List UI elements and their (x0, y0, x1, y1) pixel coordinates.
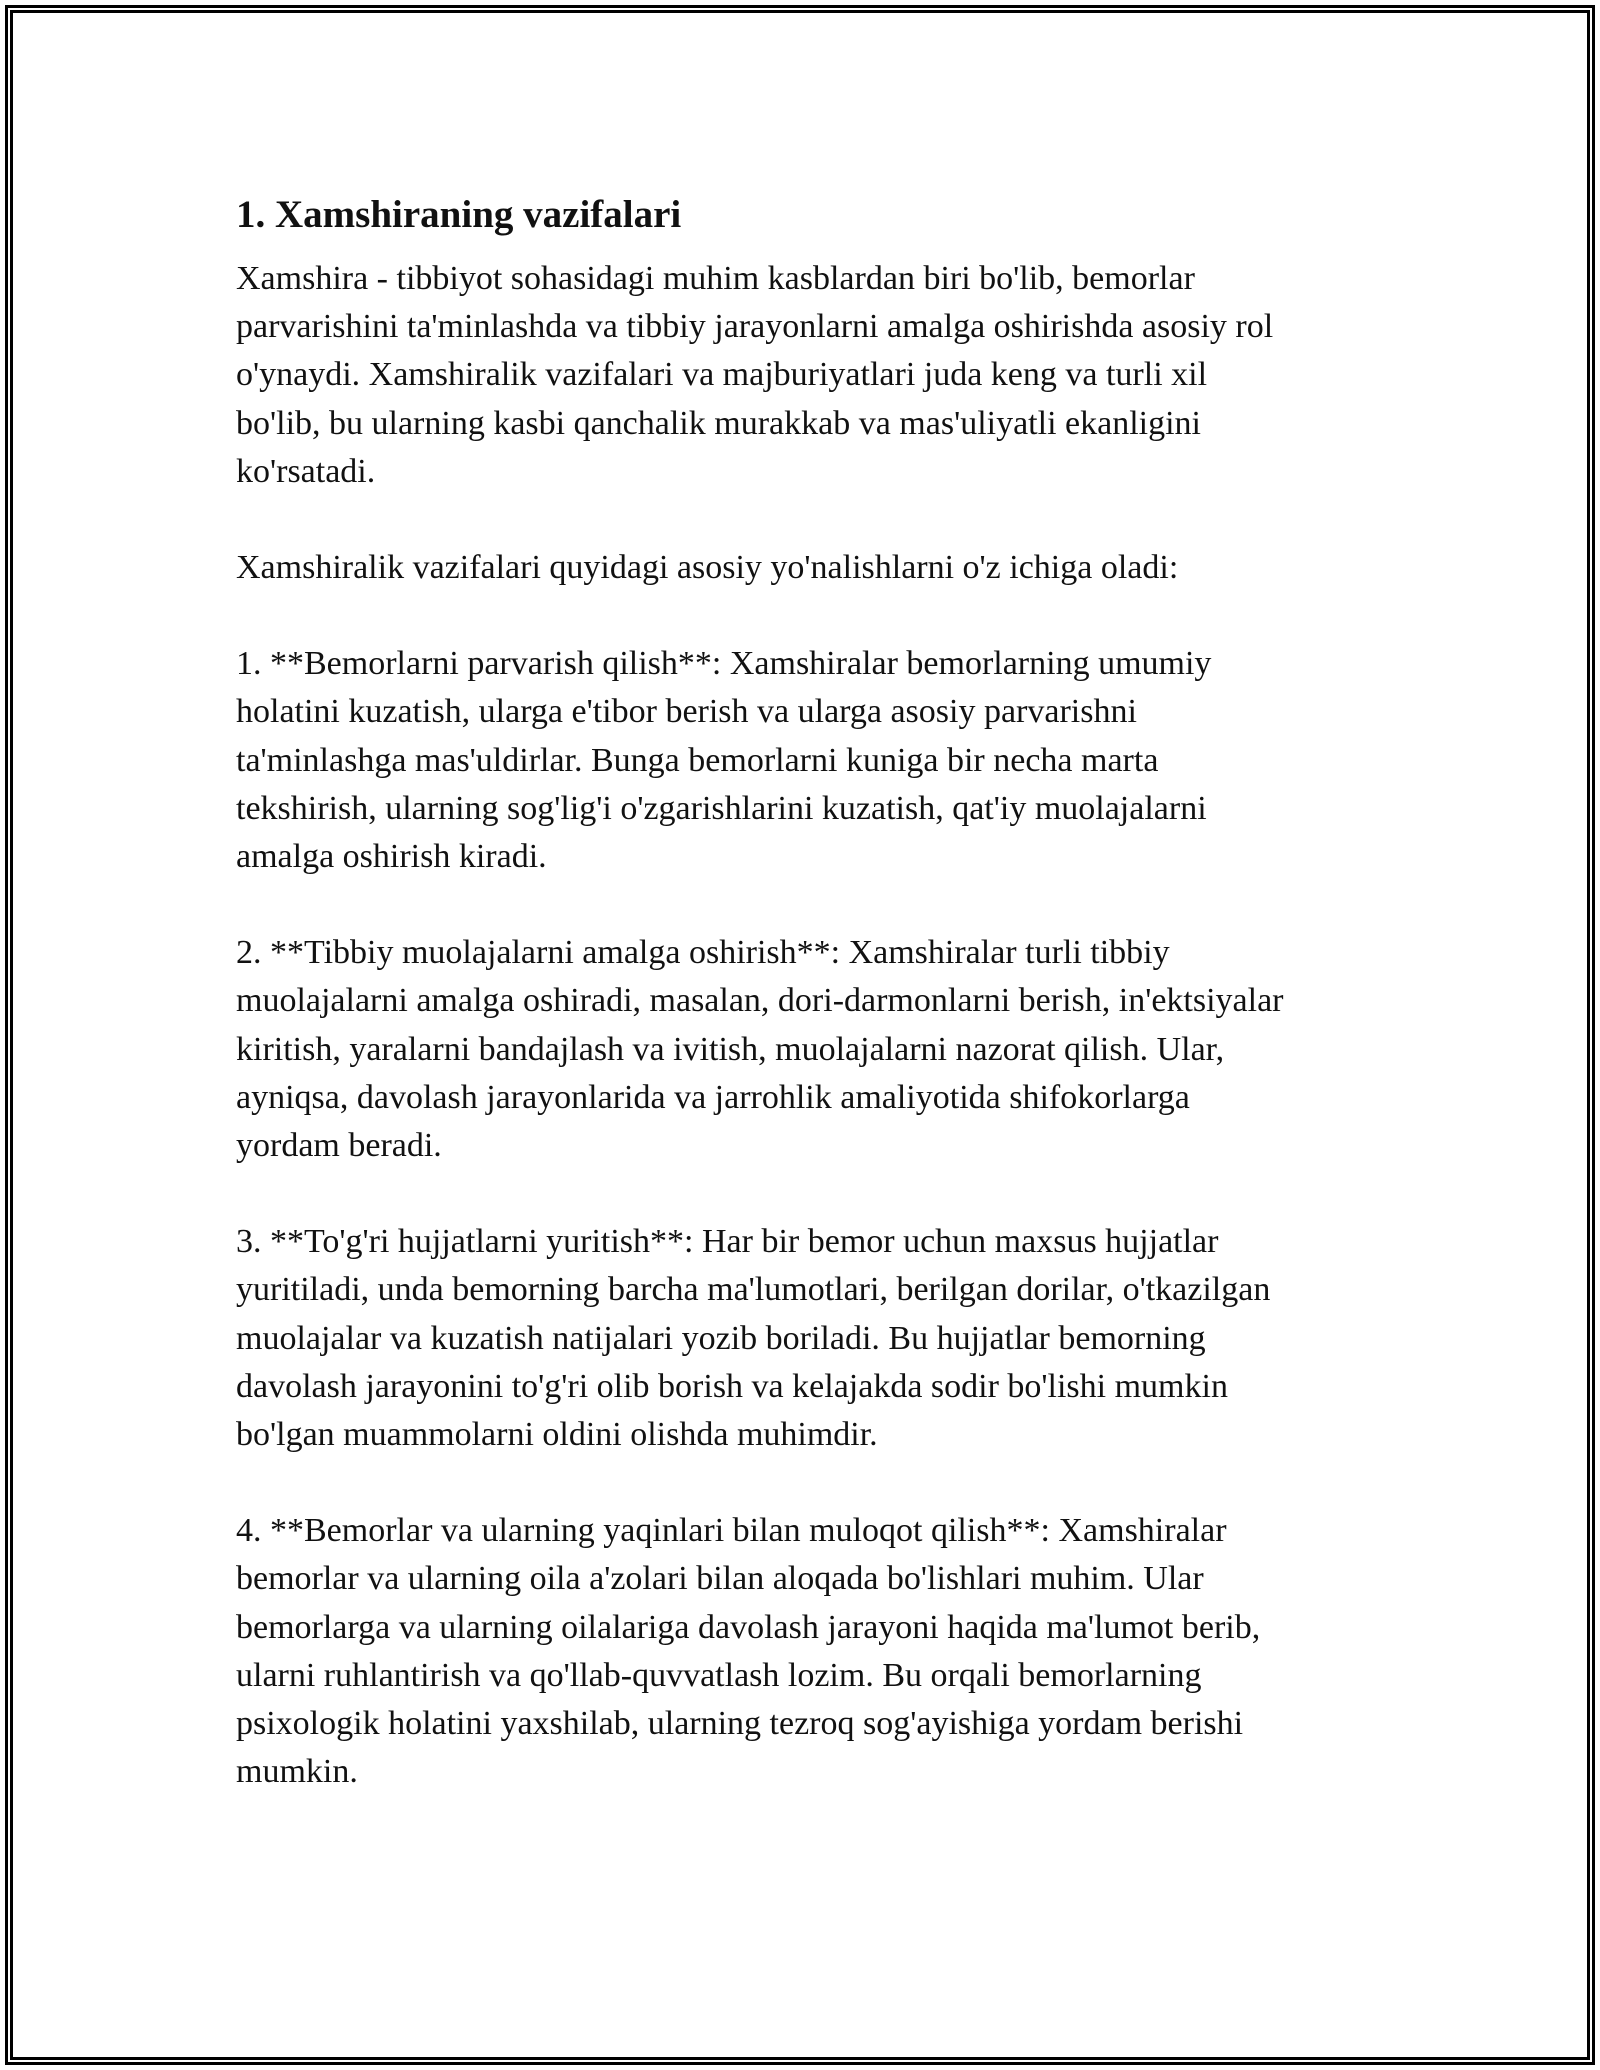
list-item-communication: 4. **Bemorlar va ularning yaqinlari bilan muloqot qilish**: Xamshiralar bemorlar va ularning oila a'zolari bilan aloqada bo'lishlari muhim. Ular bemorlarga va ularning oilalariga davolash jarayoni haqida ma'lumot berib, ularni ruhlantirish va qo'llab-quvvatlash lozim. Bu orqali bemorlarning psixologik holatini yaxshilab, ularning tezroq sog'ayishiga yordam berishi mumkin. (236, 1512, 1261, 1791)
list-intro-paragraph: Xamshiralik vazifalari quyidagi asosiy yo'nalishlarni o'z ichiga oladi: (236, 549, 1179, 587)
list-item-documentation: 3. **To'g'ri hujjatlarni yuritish**: Har bir bemor uchun maxsus hujjatlar yuritiladi, unda bemorning barcha ma'lumotlari, berilgan dorilar, o'tkazilgan muolajalar va kuzatish natijalari yozib boriladi. Bu hujjatlar bemorning davolash jarayonini to'g'ri olib borish va kelajakda sodir bo'lishi mumkin bo'lgan muammolarni oldini olishda muhimdir. (236, 1223, 1271, 1454)
document-title: 1. Xamshiraning vazifalari (236, 193, 682, 236)
document-body (236, 187, 1386, 1844)
intro-paragraph: Xamshira - tibbiyot sohasidagi muhim kasblardan biri bo'lib, bemorlar parvarishini ta'minlashda va tibbiy jarayonlarni amalga oshirishda asosiy rol o'ynaydi. Xamshiralik vazifalari va majburiyatlari juda keng va turli xil bo'lib, bu ularning kasbi qanchalik murakkab va mas'uliyatli ekanligini ko'rsatadi. (236, 260, 1274, 490)
list-item-patient-care: 1. **Bemorlarni parvarish qilish**: Xamshiralar bemorlarning umumiy holatini kuzatish, ularga e'tibor berish va ularga asosiy parvarishni ta'minlashga mas'uldirlar. Bunga bemorlarni kuniga bir necha marta tekshirish, ularning sog'lig'i o'zgarishlarini kuzatish, qat'iy muolajalarni amalga oshirish kiradi. (236, 645, 1212, 876)
list-item-medical-procedures: 2. **Tibbiy muolajalarni amalga oshirish**: Xamshiralar turli tibbiy muolajalarni amalga oshiradi, masalan, dori-darmonlarni berish, in'ektsiyalar kiritish, yaralarni bandajlash va ivitish, muolajalarni nazorat qilish. Ular, ayniqsa, davolash jarayonlarida va jarrohlik amaliyotida shifokorlarga yordam beradi. (236, 934, 1284, 1165)
